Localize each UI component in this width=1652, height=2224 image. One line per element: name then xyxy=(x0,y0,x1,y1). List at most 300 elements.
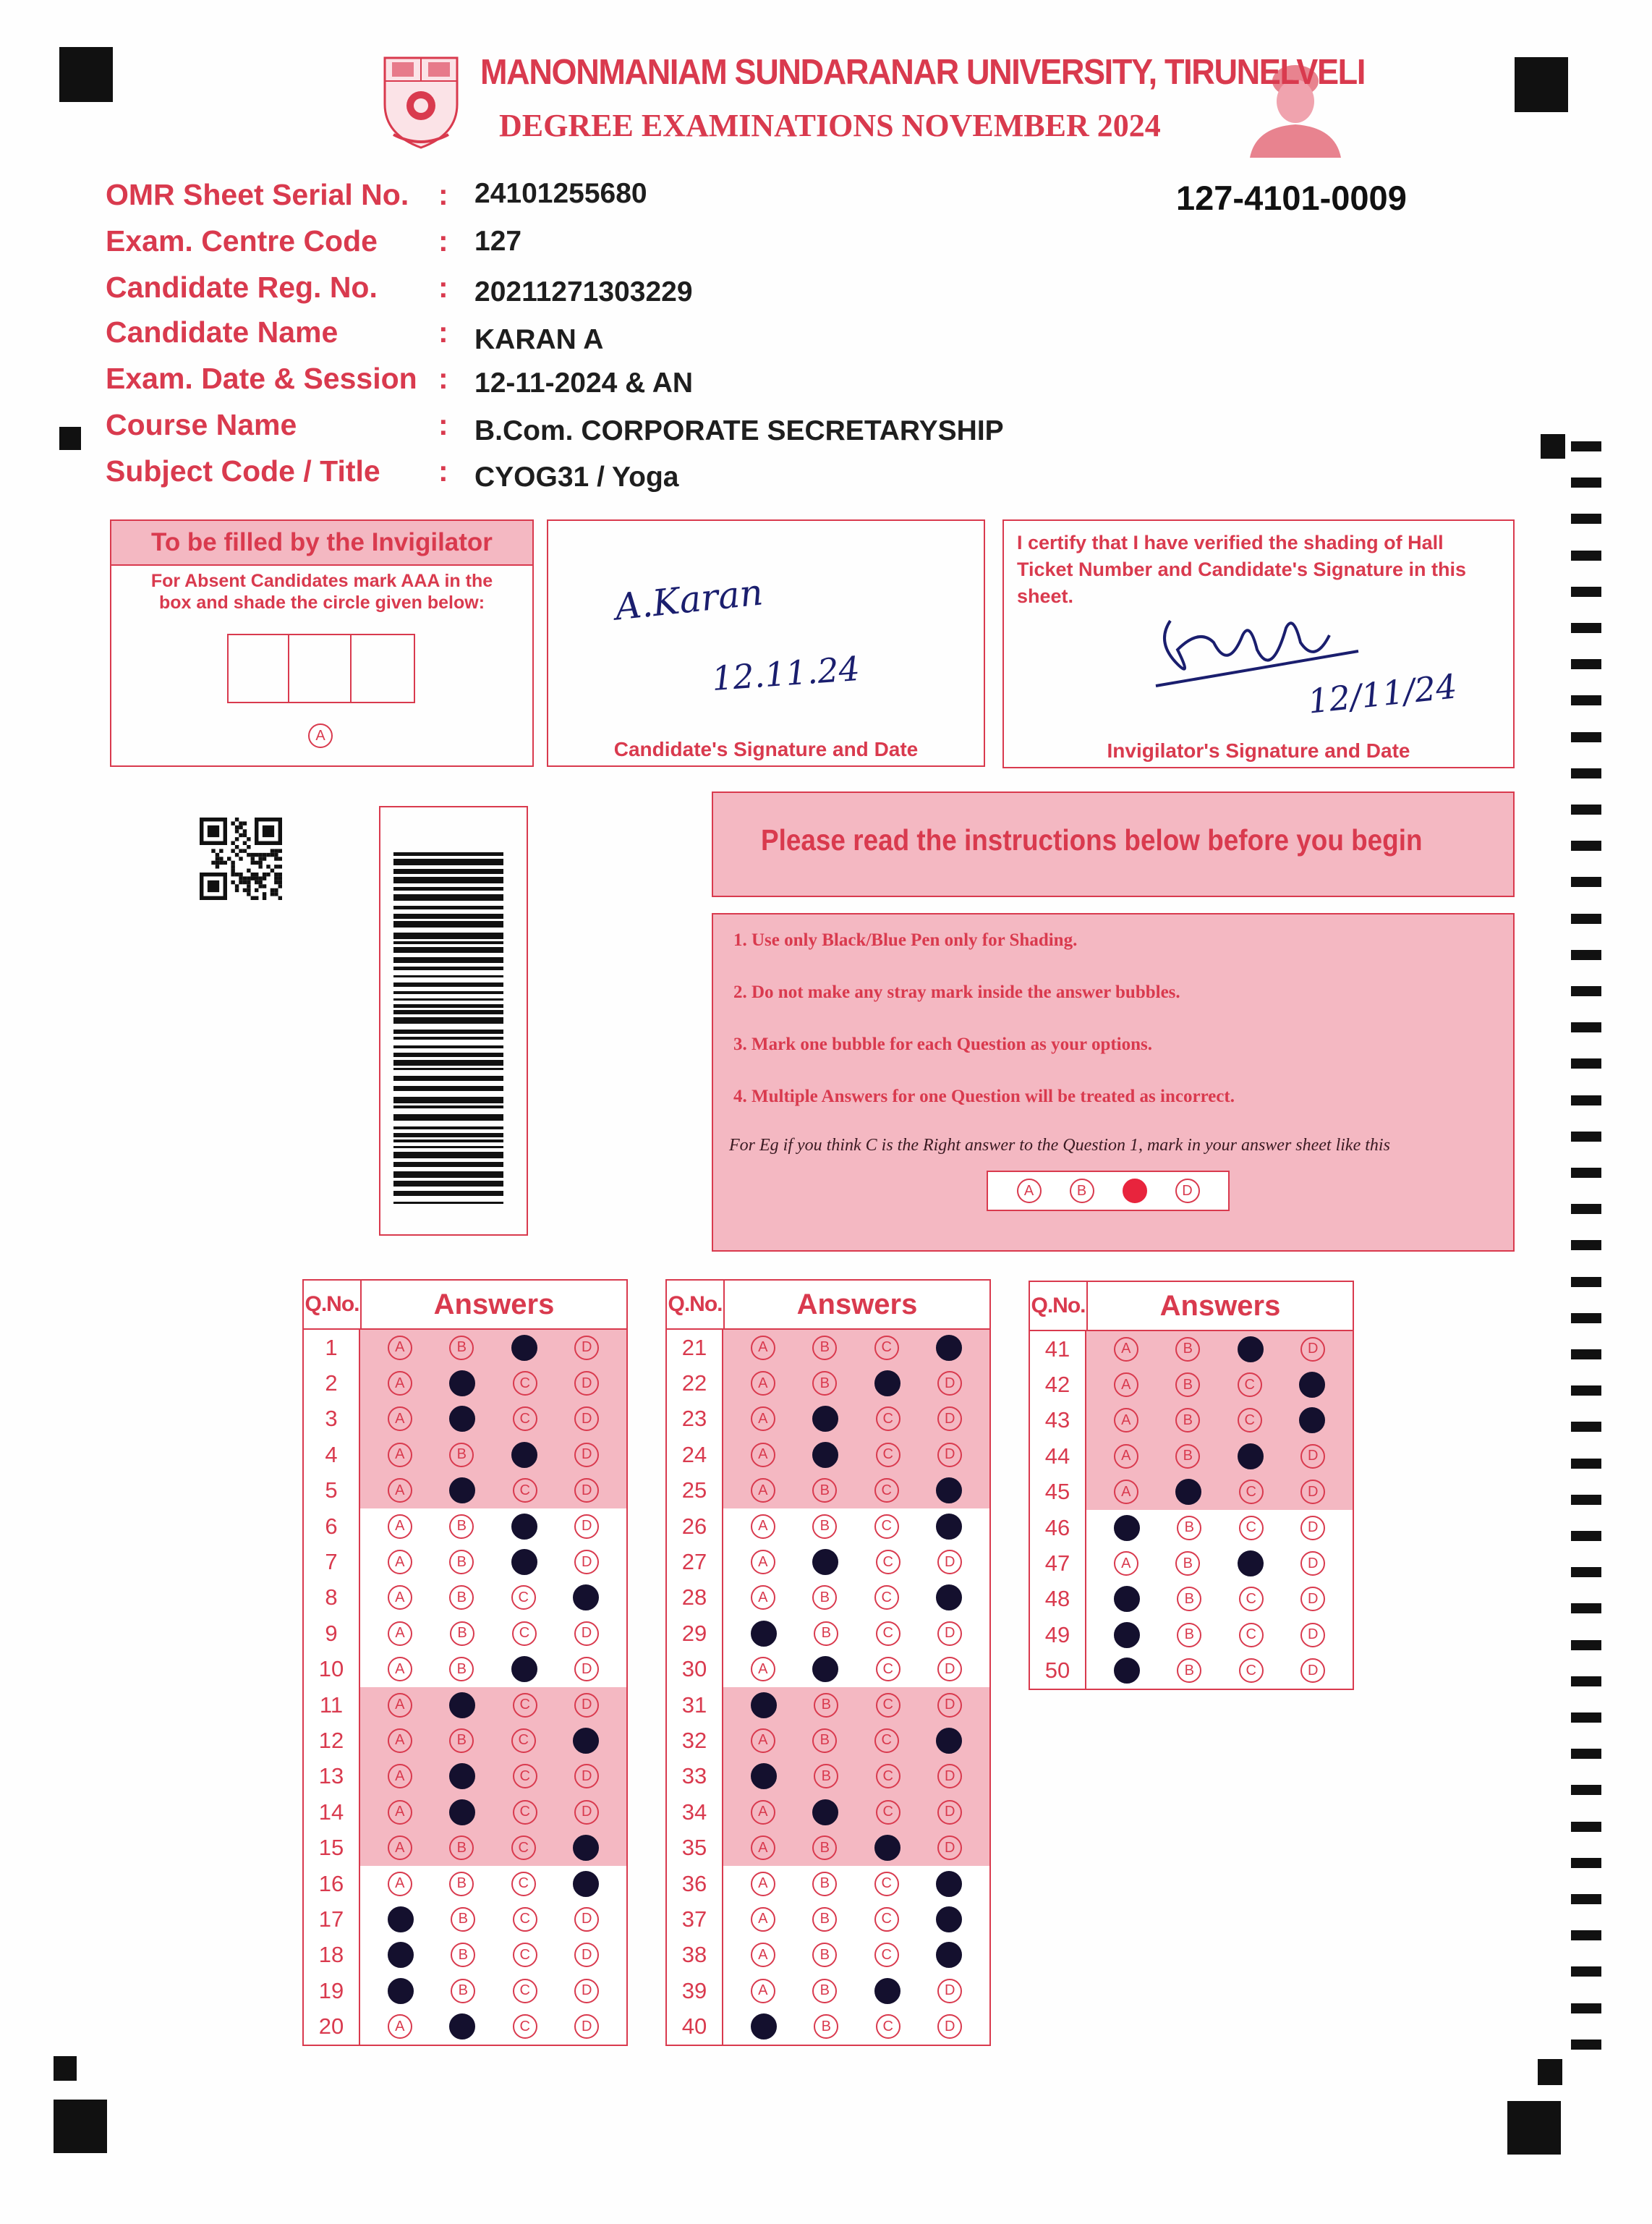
timing-mark xyxy=(1571,1132,1601,1142)
timing-mark xyxy=(1571,768,1601,778)
answer-bubble-b[interactable]: B xyxy=(1175,1337,1200,1362)
answer-bubble-a[interactable]: A xyxy=(751,1406,775,1431)
answer-bubble-a[interactable]: A xyxy=(751,1336,775,1360)
answer-bubble-d[interactable]: D xyxy=(1300,1337,1325,1362)
answer-bubble-a[interactable]: A xyxy=(751,1835,775,1860)
answer-bubble-b[interactable]: B xyxy=(812,1478,837,1503)
invigilator-certify-text: I certify that I have verified the shading of Hall Ticket Number and Candidate's Signature in this sheet. xyxy=(1017,532,1467,607)
answer-bubble-a[interactable]: A xyxy=(388,1728,412,1753)
answer-bubble-b[interactable]: B xyxy=(1177,1516,1201,1540)
barcode-bar xyxy=(393,914,503,919)
answer-bubble-c[interactable]: C xyxy=(1239,1623,1264,1647)
question-row xyxy=(667,1652,989,1687)
answer-bubble-a[interactable]: A xyxy=(751,1907,775,1932)
barcode-bar xyxy=(393,1045,503,1048)
answer-options xyxy=(360,1544,626,1579)
answer-bubble-d[interactable]: D xyxy=(574,1406,599,1431)
answer-bubble-a[interactable]: A xyxy=(388,1406,412,1431)
answer-bubble-c[interactable]: C xyxy=(874,1943,899,1967)
timing-mark xyxy=(1571,1567,1601,1577)
question-row xyxy=(667,1901,989,1937)
answer-bubble-b[interactable]: B xyxy=(1177,1658,1201,1683)
answer-bubble-b-marked[interactable] xyxy=(449,1406,475,1432)
registration-mark-bottom-right xyxy=(1507,2101,1561,2155)
answer-bubble-b-marked[interactable] xyxy=(812,1406,838,1432)
field-colon: : xyxy=(438,271,448,304)
answer-bubble-c[interactable]: C xyxy=(513,1478,537,1503)
answer-bubble-a-marked[interactable] xyxy=(1114,1515,1140,1541)
answer-bubble-d[interactable]: D xyxy=(1300,1658,1325,1683)
answer-bubble-d[interactable]: D xyxy=(574,1371,599,1396)
answer-bubble-d-marked[interactable] xyxy=(936,1335,962,1361)
answer-options xyxy=(360,1508,626,1544)
field-colon: : xyxy=(438,224,448,258)
question-number: 17 xyxy=(304,1901,360,1937)
answer-bubble-c[interactable]: C xyxy=(513,1406,537,1431)
answer-bubble-a[interactable]: A xyxy=(388,1764,412,1788)
answer-bubble-b[interactable]: B xyxy=(812,1336,837,1360)
answer-bubble-d[interactable]: D xyxy=(574,1979,599,2003)
answer-bubble-c[interactable]: C xyxy=(874,1728,899,1753)
absent-bubble[interactable]: A xyxy=(308,723,333,748)
answer-bubble-d[interactable]: D xyxy=(574,2014,599,2039)
answer-bubble-d-marked[interactable] xyxy=(573,1728,599,1754)
answer-bubble-b[interactable]: B xyxy=(814,1693,838,1718)
answer-options xyxy=(360,1401,626,1437)
answer-bubble-b[interactable]: B xyxy=(449,1514,474,1539)
answer-bubble-b-marked[interactable] xyxy=(812,1656,838,1682)
instruction-item: 4. Multiple Answers for one Question will be treated as incorrect. xyxy=(733,1087,1235,1106)
answer-bubble-a[interactable]: A xyxy=(1114,1408,1138,1433)
question-number: 11 xyxy=(304,1687,360,1723)
answer-bubble-d[interactable]: D xyxy=(574,1764,599,1788)
answer-bubble-a[interactable]: A xyxy=(751,1872,775,1896)
question-number: 20 xyxy=(304,2008,360,2044)
answer-bubble-d[interactable]: D xyxy=(937,1621,962,1646)
answer-bubble-c[interactable]: C xyxy=(513,1371,537,1396)
answer-bubble-b[interactable]: B xyxy=(812,1872,837,1896)
answer-bubble-a[interactable]: A xyxy=(751,1443,775,1467)
barcode-bar xyxy=(393,1053,503,1057)
barcode-bar xyxy=(393,906,503,909)
answer-bubble-d[interactable]: D xyxy=(1300,1516,1325,1540)
answer-bubble-c[interactable]: C xyxy=(876,1550,900,1574)
answer-bubble-b-marked[interactable] xyxy=(449,1477,475,1503)
question-number: 44 xyxy=(1030,1438,1086,1474)
answer-bubble-a[interactable]: A xyxy=(751,1979,775,2003)
answer-bubble-b-marked[interactable] xyxy=(449,1799,475,1825)
question-number: 33 xyxy=(667,1759,723,1794)
answer-bubble-d[interactable]: D xyxy=(1300,1551,1325,1576)
answer-bubble-a[interactable]: A xyxy=(388,1693,412,1718)
barcode-bar xyxy=(393,1086,503,1091)
answer-bubble-c-marked[interactable] xyxy=(511,1514,537,1540)
answer-bubble-b[interactable]: B xyxy=(812,1907,837,1932)
answer-bubble-a[interactable]: A xyxy=(388,1585,412,1610)
answer-table xyxy=(302,1279,628,2046)
answer-bubble-c[interactable]: C xyxy=(1238,1372,1262,1397)
answer-bubble-c[interactable]: C xyxy=(1238,1408,1262,1433)
answer-bubble-a-marked[interactable] xyxy=(1114,1658,1140,1684)
question-row xyxy=(304,1365,626,1401)
answer-options xyxy=(1086,1545,1353,1581)
answer-bubble-b-marked[interactable] xyxy=(1175,1479,1201,1505)
answer-bubble-c[interactable]: C xyxy=(513,1800,537,1825)
timing-mark xyxy=(1571,1168,1601,1178)
absent-entry-box[interactable] xyxy=(227,634,289,703)
answer-bubble-d-marked[interactable] xyxy=(573,1584,599,1610)
answer-options xyxy=(1086,1582,1353,1617)
answer-options xyxy=(723,1830,989,1865)
answer-bubble-c-marked[interactable] xyxy=(874,1835,900,1861)
answer-options xyxy=(723,1616,989,1651)
answer-bubble-b[interactable]: B xyxy=(812,1979,837,2003)
answer-bubble-b[interactable]: B xyxy=(812,1514,837,1539)
barcode-bar xyxy=(393,1181,503,1187)
answer-bubble-a[interactable]: A xyxy=(388,1371,412,1396)
answer-bubble-a[interactable]: A xyxy=(751,1943,775,1967)
answer-bubble-d[interactable]: D xyxy=(937,1406,962,1431)
absent-entry-box[interactable] xyxy=(289,634,352,703)
answer-options xyxy=(360,1866,626,1901)
answer-bubble-d[interactable]: D xyxy=(574,1907,599,1932)
answer-options xyxy=(723,1794,989,1830)
answer-bubble-d[interactable]: D xyxy=(574,1657,599,1681)
answer-bubble-d[interactable]: D xyxy=(574,1550,599,1574)
answer-bubble-b[interactable]: B xyxy=(449,1728,474,1753)
answer-bubble-c[interactable]: C xyxy=(874,1478,899,1503)
answer-bubble-d[interactable]: D xyxy=(1300,1444,1325,1469)
question-number: 21 xyxy=(667,1330,723,1365)
answer-bubble-d[interactable]: D xyxy=(937,1693,962,1718)
barcode-bar xyxy=(393,1162,503,1167)
answer-bubble-b[interactable]: B xyxy=(1175,1408,1200,1433)
barcode-bar xyxy=(393,1037,503,1040)
barcode-bar xyxy=(393,975,503,977)
question-row xyxy=(667,1973,989,2008)
answer-bubble-a[interactable]: A xyxy=(751,1800,775,1825)
answer-bubble-a[interactable]: A xyxy=(1114,1551,1138,1576)
answer-bubble-d-marked[interactable] xyxy=(1299,1372,1325,1398)
answer-bubble-a[interactable]: A xyxy=(1114,1444,1138,1469)
answer-bubble-c[interactable]: C xyxy=(874,1907,899,1932)
timing-mark xyxy=(1571,1495,1601,1505)
instruction-item: 3. Mark one bubble for each Question as your options. xyxy=(733,1035,1153,1054)
question-number: 26 xyxy=(667,1508,723,1544)
answer-bubble-d[interactable]: D xyxy=(937,1550,962,1574)
answer-bubble-c[interactable]: C xyxy=(513,1693,537,1718)
registration-mark-right-bottom-small xyxy=(1538,2059,1562,2085)
answer-bubble-d-marked[interactable] xyxy=(936,1477,962,1503)
qno-header: Q.No. xyxy=(304,1281,362,1328)
answer-bubble-a-marked[interactable] xyxy=(751,2013,777,2040)
answer-bubble-a[interactable]: A xyxy=(1114,1337,1138,1362)
answer-bubble-d[interactable]: D xyxy=(574,1621,599,1646)
answer-bubble-b-marked[interactable] xyxy=(812,1442,838,1468)
answer-options xyxy=(723,1544,989,1579)
barcode-bar xyxy=(393,852,503,856)
answer-bubble-d-marked[interactable] xyxy=(936,1584,962,1610)
answer-bubble-b[interactable]: B xyxy=(1175,1551,1200,1576)
answer-bubble-a[interactable]: A xyxy=(751,1371,775,1396)
barcode-bar xyxy=(393,1030,503,1034)
answer-bubble-a-marked[interactable] xyxy=(388,1978,414,2004)
answer-bubble-d[interactable]: D xyxy=(574,1943,599,1967)
answer-bubble-c[interactable]: C xyxy=(511,1835,536,1860)
answer-bubble-a[interactable]: A xyxy=(388,1514,412,1539)
answers-header: Answers xyxy=(1159,1289,1281,1322)
answer-bubble-a-marked[interactable] xyxy=(751,1763,777,1789)
timing-mark xyxy=(1571,1640,1601,1650)
invigilator-signature-date: 12/11/24 xyxy=(1306,666,1459,721)
question-row xyxy=(304,1973,626,2008)
answer-bubble-a[interactable]: A xyxy=(751,1657,775,1681)
answer-bubble-c[interactable]: C xyxy=(874,1514,899,1539)
answer-bubble-c-marked[interactable] xyxy=(511,1656,537,1682)
answer-options xyxy=(1086,1617,1353,1652)
answer-bubble-a[interactable]: A xyxy=(388,1621,412,1646)
question-number: 38 xyxy=(667,1937,723,1973)
question-row xyxy=(304,1508,626,1544)
answer-bubble-c-marked[interactable] xyxy=(1238,1443,1264,1469)
answer-bubble-b[interactable]: B xyxy=(449,1550,474,1574)
timing-mark xyxy=(1571,1966,1601,1977)
answer-bubble-a[interactable]: A xyxy=(751,1514,775,1539)
answer-bubble-a[interactable]: A xyxy=(751,1478,775,1503)
answer-bubble-c[interactable]: C xyxy=(874,1585,899,1610)
absent-entry-box[interactable] xyxy=(352,634,415,703)
question-number: 31 xyxy=(667,1687,723,1723)
question-row xyxy=(304,1652,626,1687)
answer-options xyxy=(360,1759,626,1794)
question-row xyxy=(1030,1438,1353,1474)
barcode xyxy=(393,852,503,1207)
answer-bubble-b-marked[interactable] xyxy=(449,1763,475,1789)
answer-bubble-a[interactable]: A xyxy=(751,1585,775,1610)
answer-bubble-b[interactable]: B xyxy=(812,1943,837,1967)
answer-bubble-b[interactable]: B xyxy=(449,1585,474,1610)
answer-bubble-c[interactable]: C xyxy=(874,1872,899,1896)
timing-mark xyxy=(1571,877,1601,887)
answer-bubble-b[interactable]: B xyxy=(1177,1587,1201,1611)
answer-bubble-b[interactable]: B xyxy=(451,1979,475,2003)
answer-options xyxy=(723,1973,989,2008)
question-row xyxy=(667,1937,989,1973)
answer-bubble-c[interactable]: C xyxy=(1239,1516,1264,1540)
answer-bubble-d[interactable]: D xyxy=(574,1336,599,1360)
barcode-bar xyxy=(393,982,503,987)
answer-bubble-c[interactable]: C xyxy=(513,1907,537,1932)
answer-bubble-c[interactable]: C xyxy=(512,1621,537,1646)
answer-bubble-a[interactable]: A xyxy=(751,1728,775,1753)
answer-bubble-b[interactable]: B xyxy=(1175,1372,1200,1397)
answer-bubble-d[interactable]: D xyxy=(574,1693,599,1718)
answer-bubble-c-marked[interactable] xyxy=(511,1335,537,1361)
answer-bubble-b[interactable]: B xyxy=(812,1371,837,1396)
answer-bubble-d[interactable]: D xyxy=(1300,1480,1325,1504)
field-label-centre-code: Exam. Centre Code xyxy=(106,224,378,258)
answer-bubble-d[interactable]: D xyxy=(1300,1623,1325,1647)
answer-options xyxy=(723,1866,989,1901)
answer-bubble-c[interactable]: C xyxy=(513,2014,537,2039)
answer-bubble-b[interactable]: B xyxy=(812,1835,837,1860)
answer-bubble-d[interactable]: D xyxy=(574,1443,599,1467)
answer-bubble-c-marked[interactable] xyxy=(511,1549,537,1575)
answer-bubble-d[interactable]: D xyxy=(937,1979,962,2003)
answer-bubble-a[interactable]: A xyxy=(388,1657,412,1681)
question-row xyxy=(667,1401,989,1437)
question-row xyxy=(1030,1367,1353,1402)
answer-bubble-d[interactable]: D xyxy=(574,1478,599,1503)
answer-bubble-a-marked[interactable] xyxy=(751,1621,777,1647)
timing-mark xyxy=(1571,841,1601,851)
answer-bubble-c-marked[interactable] xyxy=(1238,1550,1264,1576)
barcode-bar xyxy=(393,933,503,939)
answer-bubble-a[interactable]: A xyxy=(388,1872,412,1896)
answer-bubble-b[interactable]: B xyxy=(1175,1444,1200,1469)
answer-bubble-d[interactable]: D xyxy=(937,1835,962,1860)
answer-bubble-b-marked[interactable] xyxy=(812,1549,838,1575)
field-label-exam-date: Exam. Date & Session xyxy=(106,362,417,395)
barcode-bar xyxy=(393,967,503,970)
answer-bubble-c[interactable]: C xyxy=(876,1621,900,1646)
answer-bubble-a[interactable]: A xyxy=(388,1336,412,1360)
question-number: 30 xyxy=(667,1652,723,1687)
answer-bubble-a-marked[interactable] xyxy=(1114,1622,1140,1648)
answer-bubble-b[interactable]: B xyxy=(814,1764,838,1788)
barcode-bar xyxy=(393,1114,503,1121)
answer-bubble-c[interactable]: C xyxy=(1239,1587,1264,1611)
barcode-box xyxy=(379,806,528,1236)
answer-bubble-c-marked[interactable] xyxy=(1238,1336,1264,1362)
timing-mark xyxy=(1571,659,1601,669)
answer-bubble-a[interactable]: A xyxy=(1114,1480,1138,1504)
registration-mark-left-bottom-small xyxy=(54,2056,77,2081)
answer-bubble-b[interactable]: B xyxy=(812,1728,837,1753)
timing-mark xyxy=(1571,1459,1601,1469)
answer-bubble-b[interactable]: B xyxy=(449,1872,474,1896)
answer-bubble-a[interactable]: A xyxy=(388,1443,412,1467)
answer-bubble-b[interactable]: B xyxy=(814,1621,838,1646)
invigilator-box-title: To be filled by the Invigilator xyxy=(111,521,532,566)
question-number: 14 xyxy=(304,1794,360,1830)
answer-bubble-c[interactable]: C xyxy=(1239,1480,1264,1504)
question-number: 29 xyxy=(667,1616,723,1651)
answer-bubble-c[interactable]: C xyxy=(513,1764,537,1788)
answer-bubble-d-marked[interactable] xyxy=(936,1514,962,1540)
answer-bubble-c[interactable]: C xyxy=(876,1443,900,1467)
barcode-bar xyxy=(393,1076,503,1081)
answer-bubble-c[interactable]: C xyxy=(511,1872,536,1896)
answer-bubble-c[interactable]: C xyxy=(876,1657,900,1681)
answer-bubble-d-marked[interactable] xyxy=(573,1871,599,1897)
answer-bubble-a[interactable]: A xyxy=(388,1478,412,1503)
barcode-bar xyxy=(393,1171,503,1178)
answer-bubble-d[interactable]: D xyxy=(937,1657,962,1681)
answer-bubble-a[interactable]: A xyxy=(751,1550,775,1574)
answer-bubble-a-marked[interactable] xyxy=(388,1942,414,1968)
answer-bubble-b[interactable]: B xyxy=(449,1443,474,1467)
answer-bubble-c[interactable]: C xyxy=(511,1585,536,1610)
answer-bubble-c-marked[interactable] xyxy=(874,1978,900,2004)
answer-bubble-b[interactable]: B xyxy=(1177,1623,1201,1647)
answer-bubble-b[interactable]: B xyxy=(814,2014,838,2039)
answer-bubble-d-marked[interactable] xyxy=(936,1906,962,1932)
answer-bubble-d-marked[interactable] xyxy=(1299,1407,1325,1433)
answer-bubble-d[interactable]: D xyxy=(937,1443,962,1467)
answer-bubble-a[interactable]: A xyxy=(388,1800,412,1825)
answer-bubble-b-marked[interactable] xyxy=(449,1370,475,1396)
answer-bubble-c-marked[interactable] xyxy=(874,1370,900,1396)
timing-mark xyxy=(1571,1058,1601,1069)
answer-bubble-b[interactable]: B xyxy=(451,1943,475,1967)
field-value-centre-code: 127 xyxy=(474,226,522,257)
answer-bubble-d[interactable]: D xyxy=(1300,1587,1325,1611)
answer-bubble-a[interactable]: A xyxy=(1114,1372,1138,1397)
answer-bubble-d[interactable]: D xyxy=(574,1800,599,1825)
barcode-bar xyxy=(393,1060,503,1066)
registration-mark-top-right xyxy=(1515,57,1568,112)
answer-bubble-b-marked[interactable] xyxy=(449,2013,475,2040)
answer-bubble-a-marked[interactable] xyxy=(388,1906,414,1932)
answer-bubble-c[interactable]: C xyxy=(874,1336,899,1360)
answer-bubble-b[interactable]: B xyxy=(451,1907,475,1932)
answer-bubble-b-marked[interactable] xyxy=(449,1692,475,1718)
answer-bubble-c[interactable]: C xyxy=(511,1728,536,1753)
question-number: 37 xyxy=(667,1901,723,1937)
answer-bubble-d-marked[interactable] xyxy=(936,1728,962,1754)
answer-bubble-c-marked[interactable] xyxy=(511,1442,537,1468)
answer-bubble-a-marked[interactable] xyxy=(751,1692,777,1718)
question-row xyxy=(304,1723,626,1758)
answer-bubble-d[interactable]: D xyxy=(574,1514,599,1539)
question-row xyxy=(304,1830,626,1865)
answer-bubble-a[interactable]: A xyxy=(388,1835,412,1860)
answer-bubble-d[interactable]: D xyxy=(937,1800,962,1825)
answer-bubble-c[interactable]: C xyxy=(876,1800,900,1825)
question-number: 15 xyxy=(304,1830,360,1865)
answer-bubble-c[interactable]: C xyxy=(876,2014,900,2039)
answer-bubble-b[interactable]: B xyxy=(450,1621,474,1646)
answer-bubble-b[interactable]: B xyxy=(812,1585,837,1610)
answer-bubble-c[interactable]: C xyxy=(513,1979,537,2003)
answer-bubble-c[interactable]: C xyxy=(1239,1658,1264,1683)
answer-bubble-c[interactable]: C xyxy=(876,1693,900,1718)
answer-options xyxy=(723,1401,989,1437)
answer-bubble-b[interactable]: B xyxy=(449,1835,474,1860)
answer-bubble-d[interactable]: D xyxy=(937,1371,962,1396)
question-number: 13 xyxy=(304,1759,360,1794)
answer-bubble-b[interactable]: B xyxy=(449,1336,474,1360)
answer-bubble-d[interactable]: D xyxy=(937,2014,962,2039)
answer-bubble-a[interactable]: A xyxy=(388,2014,412,2039)
barcode-bar xyxy=(393,869,503,874)
absent-instruction: For Absent Candidates mark AAA in the box and shade the circle given below: xyxy=(150,571,493,613)
answer-bubble-b-marked[interactable] xyxy=(812,1799,838,1825)
answer-bubble-d-marked[interactable] xyxy=(573,1835,599,1861)
answer-bubble-c[interactable]: C xyxy=(876,1764,900,1788)
answer-bubble-c[interactable]: C xyxy=(513,1943,537,1967)
answer-options xyxy=(1086,1653,1353,1689)
answer-bubble-c[interactable]: C xyxy=(876,1406,900,1431)
answer-bubble-d-marked[interactable] xyxy=(936,1871,962,1897)
answer-bubble-d-marked[interactable] xyxy=(936,1942,962,1968)
answer-bubble-b[interactable]: B xyxy=(449,1657,474,1681)
answer-bubble-a-marked[interactable] xyxy=(1114,1586,1140,1612)
answer-bubble-d[interactable]: D xyxy=(937,1764,962,1788)
answer-bubble-a[interactable]: A xyxy=(388,1550,412,1574)
question-number: 50 xyxy=(1030,1653,1086,1689)
